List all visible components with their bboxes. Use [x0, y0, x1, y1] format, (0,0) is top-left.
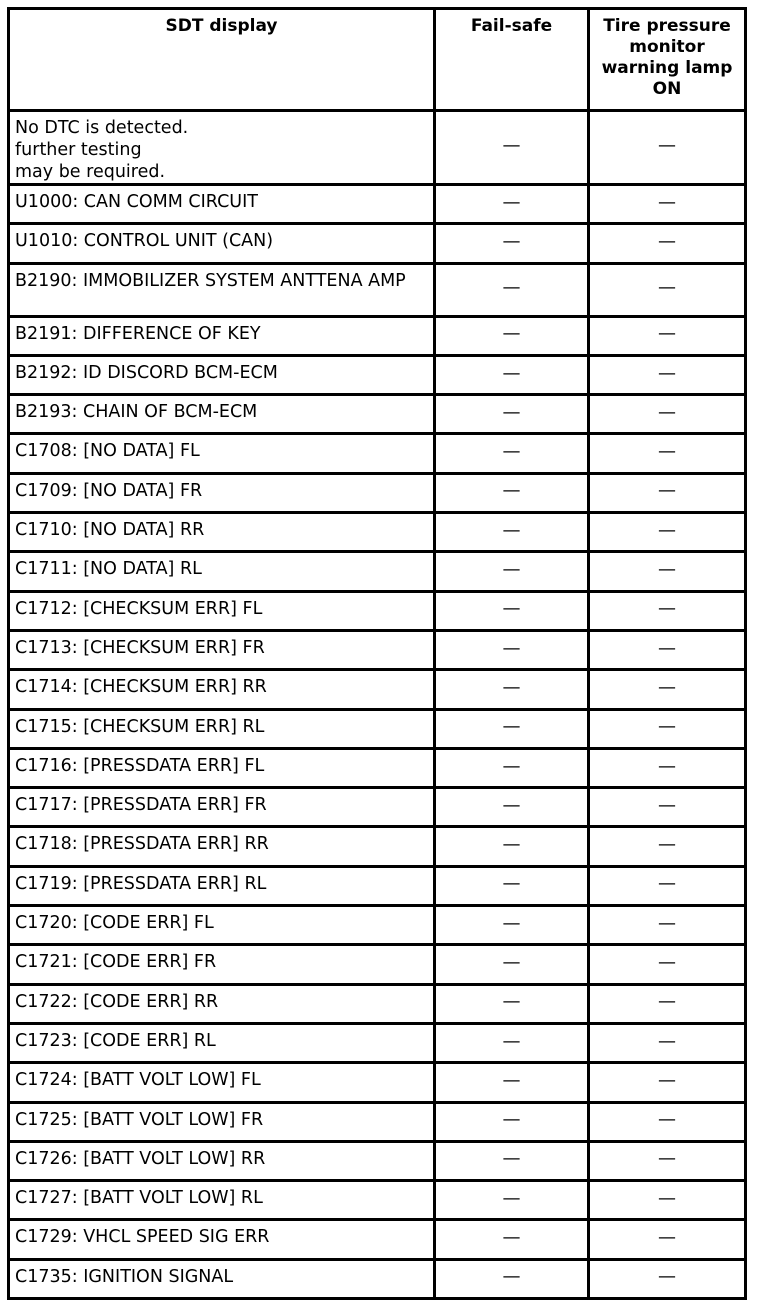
fail-safe-cell: — — [435, 827, 589, 866]
sdt-display-cell: B2190: IMMOBILIZER SYSTEM ANTTENA AMP — [9, 263, 435, 316]
fail-safe-cell: — — [435, 748, 589, 787]
table-row — [9, 670, 746, 709]
tire-pressure-lamp-cell: — — [589, 670, 746, 709]
sdt-display-cell: C1725: [BATT VOLT LOW] FR — [9, 1102, 435, 1141]
table-row — [9, 316, 746, 355]
tire-pressure-lamp-cell: — — [589, 1063, 746, 1102]
table-row — [9, 473, 746, 512]
table-row — [9, 709, 746, 748]
tire-pressure-lamp-cell: — — [589, 945, 746, 984]
table-row — [9, 591, 746, 630]
tire-pressure-lamp-cell: — — [589, 748, 746, 787]
sdt-display-cell: C1735: IGNITION SIGNAL — [9, 1259, 435, 1298]
sdt-display-cell: C1709: [NO DATA] FR — [9, 473, 435, 512]
fail-safe-cell: — — [435, 434, 589, 473]
table-row — [9, 513, 746, 552]
header-fail-safe: Fail-safe — [435, 9, 589, 111]
fail-safe-cell: — — [435, 111, 589, 185]
sdt-display-cell: C1727: [BATT VOLT LOW] RL — [9, 1181, 435, 1220]
tire-pressure-lamp-cell: — — [589, 788, 746, 827]
sdt-display-cell: C1719: [PRESSDATA ERR] RL — [9, 866, 435, 905]
tire-pressure-lamp-cell: — — [589, 630, 746, 669]
sdt-display-cell: C1710: [NO DATA] RR — [9, 513, 435, 552]
sdt-display-cell: B2191: DIFFERENCE OF KEY — [9, 316, 435, 355]
tire-pressure-lamp-cell: — — [589, 1220, 746, 1259]
sdt-display-cell: C1729: VHCL SPEED SIG ERR — [9, 1220, 435, 1259]
fail-safe-cell: — — [435, 1102, 589, 1141]
fail-safe-cell: — — [435, 552, 589, 591]
sdt-display-cell: C1713: [CHECKSUM ERR] FR — [9, 630, 435, 669]
sdt-display-cell: C1712: [CHECKSUM ERR] FL — [9, 591, 435, 630]
table-row — [9, 434, 746, 473]
table-row — [9, 788, 746, 827]
table-row — [9, 1181, 746, 1220]
fail-safe-cell: — — [435, 1023, 589, 1062]
sdt-display-cell: C1715: [CHECKSUM ERR] RL — [9, 709, 435, 748]
fail-safe-cell: — — [435, 224, 589, 263]
table-row — [9, 1259, 746, 1298]
sdt-display-cell: C1726: [BATT VOLT LOW] RR — [9, 1141, 435, 1180]
fail-safe-cell: — — [435, 395, 589, 434]
fail-safe-cell: — — [435, 670, 589, 709]
table-row — [9, 906, 746, 945]
header-row — [9, 9, 746, 111]
fail-safe-cell: — — [435, 355, 589, 394]
fail-safe-cell: — — [435, 513, 589, 552]
table-row — [9, 185, 746, 224]
table-row — [9, 748, 746, 787]
tire-pressure-lamp-cell: — — [589, 395, 746, 434]
fail-safe-cell: — — [435, 630, 589, 669]
table-row — [9, 945, 746, 984]
tire-pressure-lamp-cell: — — [589, 434, 746, 473]
fail-safe-cell: — — [435, 591, 589, 630]
header-tire-pressure-lamp: Tire pressure monitor warning lamp ON — [589, 9, 746, 111]
table-row — [9, 1063, 746, 1102]
tire-pressure-lamp-cell: — — [589, 1259, 746, 1298]
tire-pressure-lamp-cell: — — [589, 552, 746, 591]
fail-safe-cell: — — [435, 906, 589, 945]
table-row — [9, 263, 746, 316]
tire-pressure-lamp-cell: — — [589, 473, 746, 512]
header-sdt-display: SDT display — [9, 9, 435, 111]
fail-safe-cell: — — [435, 709, 589, 748]
table-row — [9, 1220, 746, 1259]
sdt-display-cell: C1720: [CODE ERR] FL — [9, 906, 435, 945]
sdt-display-cell: B2192: ID DISCORD BCM-ECM — [9, 355, 435, 394]
table-row — [9, 1023, 746, 1062]
fail-safe-cell: — — [435, 1220, 589, 1259]
fail-safe-cell: — — [435, 1063, 589, 1102]
fail-safe-cell: — — [435, 1259, 589, 1298]
table-row — [9, 1102, 746, 1141]
table-row — [9, 224, 746, 263]
table-row — [9, 630, 746, 669]
fail-safe-cell: — — [435, 984, 589, 1023]
tire-pressure-lamp-cell: — — [589, 1102, 746, 1141]
fail-safe-cell: — — [435, 185, 589, 224]
dtc-table — [7, 7, 747, 1300]
tire-pressure-lamp-cell: — — [589, 111, 746, 185]
tire-pressure-lamp-cell: — — [589, 709, 746, 748]
tire-pressure-lamp-cell: — — [589, 866, 746, 905]
table-row — [9, 111, 746, 185]
table-row — [9, 866, 746, 905]
tire-pressure-lamp-cell: — — [589, 827, 746, 866]
sdt-display-cell: C1718: [PRESSDATA ERR] RR — [9, 827, 435, 866]
fail-safe-cell: — — [435, 263, 589, 316]
sdt-display-cell: C1721: [CODE ERR] FR — [9, 945, 435, 984]
table-row — [9, 1141, 746, 1180]
tire-pressure-lamp-cell: — — [589, 224, 746, 263]
fail-safe-cell: — — [435, 1141, 589, 1180]
tire-pressure-lamp-cell: — — [589, 513, 746, 552]
tire-pressure-lamp-cell: — — [589, 984, 746, 1023]
tire-pressure-lamp-cell: — — [589, 355, 746, 394]
fail-safe-cell: — — [435, 1181, 589, 1220]
fail-safe-cell: — — [435, 473, 589, 512]
table-row — [9, 552, 746, 591]
fail-safe-cell: — — [435, 866, 589, 905]
sdt-display-cell: No DTC is detected. further testing may be required. — [9, 111, 435, 185]
tire-pressure-lamp-cell: — — [589, 316, 746, 355]
sdt-display-cell: C1717: [PRESSDATA ERR] FR — [9, 788, 435, 827]
table-row — [9, 355, 746, 394]
sdt-display-cell: U1010: CONTROL UNIT (CAN) — [9, 224, 435, 263]
sdt-display-cell: C1708: [NO DATA] FL — [9, 434, 435, 473]
table-row — [9, 827, 746, 866]
tire-pressure-lamp-cell: — — [589, 1181, 746, 1220]
tire-pressure-lamp-cell: — — [589, 1141, 746, 1180]
table-row — [9, 395, 746, 434]
fail-safe-cell: — — [435, 316, 589, 355]
sdt-display-cell: C1711: [NO DATA] RL — [9, 552, 435, 591]
tire-pressure-lamp-cell: — — [589, 185, 746, 224]
sdt-display-cell: C1716: [PRESSDATA ERR] FL — [9, 748, 435, 787]
sdt-display-cell: C1722: [CODE ERR] RR — [9, 984, 435, 1023]
tire-pressure-lamp-cell: — — [589, 1023, 746, 1062]
sdt-display-cell: C1724: [BATT VOLT LOW] FL — [9, 1063, 435, 1102]
table-body — [9, 111, 746, 1299]
sdt-display-cell: B2193: CHAIN OF BCM-ECM — [9, 395, 435, 434]
tire-pressure-lamp-cell: — — [589, 263, 746, 316]
sdt-display-cell: U1000: CAN COMM CIRCUIT — [9, 185, 435, 224]
sdt-display-cell: C1723: [CODE ERR] RL — [9, 1023, 435, 1062]
tire-pressure-lamp-cell: — — [589, 906, 746, 945]
sdt-display-cell: C1714: [CHECKSUM ERR] RR — [9, 670, 435, 709]
tire-pressure-lamp-cell: — — [589, 591, 746, 630]
table-row — [9, 984, 746, 1023]
fail-safe-cell: — — [435, 788, 589, 827]
fail-safe-cell: — — [435, 945, 589, 984]
